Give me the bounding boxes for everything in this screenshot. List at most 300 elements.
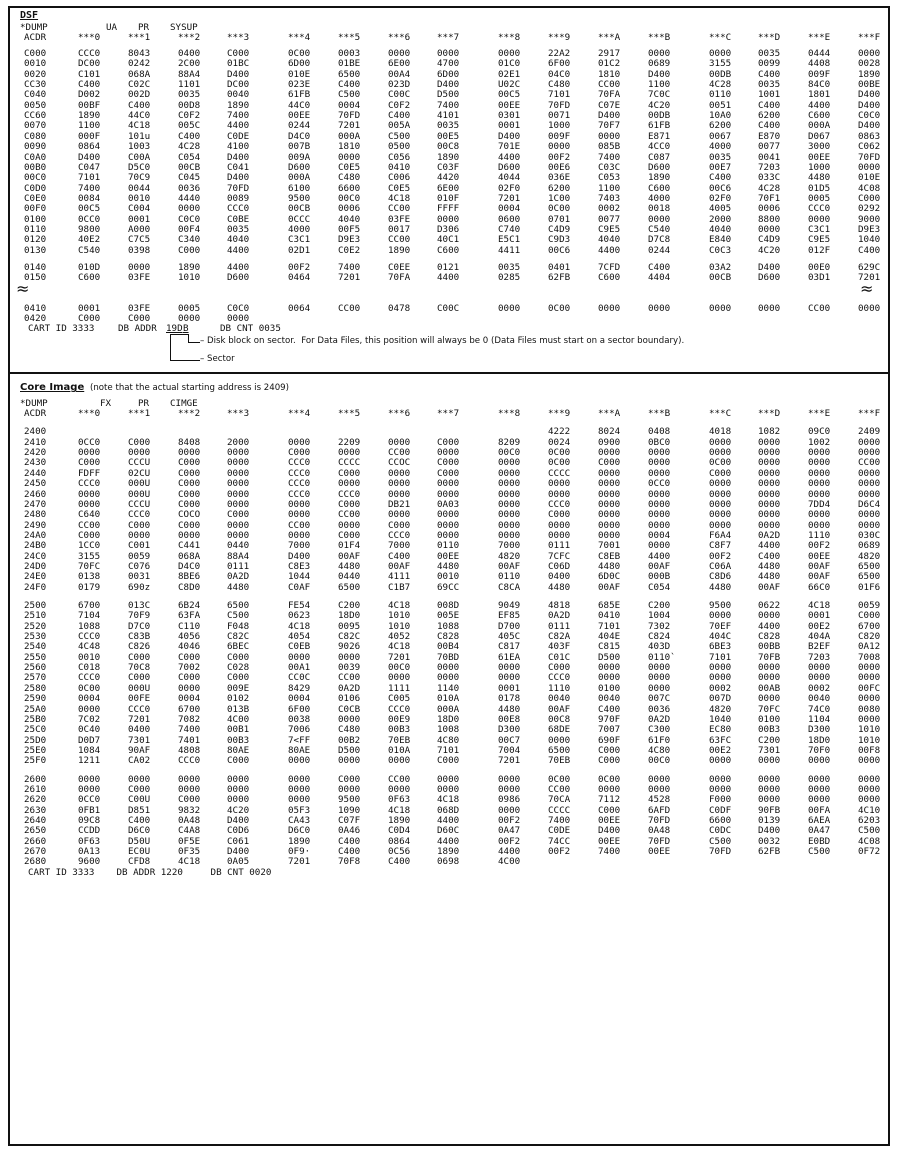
hex-cell: 7000 (288, 540, 311, 552)
hex-cell: 0000 (78, 447, 101, 459)
row-address: 2540 (24, 641, 47, 653)
hex-cell: C200 (648, 600, 671, 611)
hex-cell: 4400 (758, 540, 781, 552)
hex-cell: C000 (598, 457, 621, 469)
hex-cell: 7400 (78, 182, 101, 194)
hex-cell: 18D0 (808, 734, 831, 746)
hex-cell: 0FB1 (78, 804, 101, 816)
hex-cell: 1110 (548, 682, 571, 694)
hex-cell: CCCC (548, 467, 571, 479)
hex-cell: 7201 (338, 272, 361, 284)
hex-cell: 4820 (709, 703, 732, 715)
hex-cell: 068A (128, 68, 151, 80)
row-address: 0110 (24, 223, 47, 235)
hex-cell: 690z (128, 581, 151, 593)
hex-cell: 0110 (498, 571, 521, 583)
hex-cell: 0600 (498, 213, 521, 225)
hex-cell: 0000 (227, 773, 250, 785)
hex-cell: 0A2D (338, 682, 361, 694)
hex-cell: 00CB (288, 203, 311, 215)
hex-cell: 0398 (128, 244, 151, 256)
hex-cell: 00B3 (227, 734, 250, 746)
hex-cell: 0000 (858, 48, 881, 59)
hex-cell: 0410 (388, 161, 411, 173)
hex-cell: 90FB (758, 804, 781, 816)
core-column-header: ***F (858, 408, 881, 420)
hex-cell: 4054 (288, 631, 311, 643)
hex-cell: 0000 (808, 773, 831, 785)
row-address: 0070 (24, 120, 47, 132)
hex-cell: CCC0 (128, 703, 151, 715)
hex-cell: 0000 (598, 519, 621, 531)
hex-cell: 0000 (388, 509, 411, 521)
hex-cell: 8043 (128, 48, 151, 59)
hex-cell: 0000 (288, 773, 311, 785)
hex-cell: 000A (808, 120, 831, 132)
hex-cell: 03FE (128, 302, 151, 314)
hex-cell: D400 (498, 130, 521, 142)
hex-cell: 0900 (598, 436, 621, 448)
hex-cell: 0000 (128, 447, 151, 459)
hex-cell: 4400 (808, 99, 831, 111)
hex-cell: C8CA (498, 581, 521, 593)
hex-cell: 8024 (598, 426, 621, 438)
hex-cell: C640 (78, 509, 101, 521)
hex-cell: 0000 (548, 734, 571, 746)
hex-cell: 00E2 (808, 620, 831, 632)
hex-cell: 7400 (437, 99, 460, 111)
hex-cell: C000 (437, 436, 460, 448)
row-address: 2670 (24, 846, 47, 858)
dsf-header1-label: *DUMP (20, 22, 48, 33)
row-address: 2680 (24, 856, 47, 868)
hex-cell: 7403 (598, 192, 621, 204)
hex-cell: 7201 (498, 192, 521, 204)
core-column-header: ACDR (24, 408, 47, 420)
hex-cell: 1890 (178, 262, 201, 273)
hex-cell: 7112 (598, 794, 621, 806)
hex-cell: 1100 (78, 120, 101, 132)
hex-cell: 70C9 (128, 172, 151, 184)
hex-cell: 000U (128, 478, 151, 490)
hex-cell: 7C02 (78, 713, 101, 725)
hex-cell: 0000 (598, 478, 621, 490)
hex-cell: 70FD (338, 110, 361, 122)
hex-cell: 010E (858, 172, 881, 184)
row-address: 2550 (24, 651, 47, 663)
hex-cell: C400 (758, 99, 781, 111)
hex-cell: 0C00 (548, 302, 571, 314)
hex-cell: 00BB (758, 641, 781, 653)
row-address: 0420 (24, 313, 47, 325)
hex-cell: 0000 (758, 672, 781, 684)
hex-cell: 4C10 (858, 804, 881, 816)
row-address: 2510 (24, 610, 47, 622)
hex-cell: C9D3 (548, 234, 571, 246)
hex-cell: D400 (758, 825, 781, 837)
hex-cell: C4D9 (758, 234, 781, 246)
hex-cell: 70C8 (128, 662, 151, 674)
hex-cell: 0500 (388, 141, 411, 153)
hex-cell: 62FB (758, 846, 781, 858)
hex-cell: 000F (78, 130, 101, 142)
hex-cell: DC00 (78, 58, 101, 70)
hex-cell: 9500 (338, 794, 361, 806)
hex-cell: 00CB (178, 161, 201, 173)
hex-cell: 1008 (437, 724, 460, 736)
hex-cell: C815 (598, 641, 621, 653)
row-address: 2410 (24, 436, 47, 448)
hex-cell: CC00 (388, 234, 411, 246)
core-column-header: ***8 (498, 408, 521, 420)
hex-cell: 4C00 (498, 856, 521, 868)
hex-cell: 70FA (598, 89, 621, 101)
hex-cell: 0000 (548, 519, 571, 531)
hex-cell: 009E (227, 682, 250, 694)
hex-cell: C000 (338, 498, 361, 510)
hex-cell: 6D00 (437, 68, 460, 80)
hex-cell: EC80 (709, 724, 732, 736)
hex-cell: 1000 (548, 120, 571, 132)
hex-cell: CCC0 (288, 467, 311, 479)
hex-cell: 0000 (288, 498, 311, 510)
hex-cell: 0000 (437, 488, 460, 500)
hex-cell: 0CC0 (78, 213, 101, 225)
row-address: 25E0 (24, 744, 47, 756)
hex-cell: 4C80 (648, 744, 671, 756)
hex-cell: C480 (338, 172, 361, 184)
hex-cell: C600 (437, 244, 460, 256)
hex-cell: 00F4 (178, 223, 201, 235)
hex-cell: C8E3 (288, 560, 311, 572)
dsf-column-header: ***2 (178, 32, 201, 43)
hex-cell: E871 (648, 130, 671, 142)
hex-cell: 00E0 (808, 262, 831, 273)
hex-cell: 4C18 (288, 620, 311, 632)
hex-cell: D851 (128, 804, 151, 816)
hex-cell: 7C0C (648, 89, 671, 101)
hex-cell: 0036 (178, 182, 201, 194)
hex-cell: 0000 (178, 313, 201, 325)
row-address: 2420 (24, 447, 47, 459)
hex-cell: C000 (598, 804, 621, 816)
hex-cell: CCCU (128, 498, 151, 510)
hex-cell: C000 (178, 519, 201, 531)
row-address: 0020 (24, 68, 47, 80)
hex-cell: C101 (78, 68, 101, 80)
hex-cell: 61F0 (648, 734, 671, 746)
hex-cell: C06A (709, 560, 732, 572)
hex-cell: 0110` (648, 651, 676, 663)
hex-cell: 0000 (437, 519, 460, 531)
hex-cell: 7101 (709, 651, 732, 663)
hex-cell: 1890 (858, 68, 881, 80)
hex-cell: C000 (858, 610, 881, 622)
hex-cell: 6E00 (388, 58, 411, 70)
row-address: 2450 (24, 478, 47, 490)
hex-cell: CC00 (808, 302, 831, 314)
hex-cell: C02C (128, 79, 151, 91)
hex-cell: 0040 (227, 89, 250, 101)
hex-cell: D9E3 (338, 234, 361, 246)
hex-cell: 0000 (288, 651, 311, 663)
hex-cell: 62FB (548, 272, 571, 284)
hex-cell: 0000 (78, 498, 101, 510)
hex-cell: 0000 (227, 457, 250, 469)
hex-cell: 0059 (858, 600, 881, 611)
hex-cell: C300 (648, 724, 671, 736)
hex-cell: 0CC0 (648, 478, 671, 490)
hex-cell: 0000 (388, 672, 411, 684)
hex-cell: 4C00 (227, 713, 250, 725)
hex-cell: 00C0 (498, 447, 521, 459)
hex-cell: 70FD (648, 835, 671, 847)
hex-cell: 00EE (498, 99, 521, 111)
hex-cell: 0000 (808, 478, 831, 490)
hex-cell: 0000 (709, 519, 732, 531)
hex-cell: 00FA (808, 804, 831, 816)
hex-cell: 7201 (388, 651, 411, 663)
hex-cell: 7400 (178, 724, 201, 736)
hex-cell: 0F63 (78, 835, 101, 847)
hex-cell: C000 (709, 467, 732, 479)
hex-cell: 0000 (498, 509, 521, 521)
hex-cell: 0040 (808, 693, 831, 705)
hex-cell: 0000 (598, 447, 621, 459)
hex-cell: C0C3 (709, 244, 732, 256)
hex-cell: 6700 (178, 703, 201, 715)
hex-cell: C000 (598, 755, 621, 767)
hex-cell: 0100 (758, 713, 781, 725)
hex-cell: 4000 (648, 192, 671, 204)
hex-cell: 0000 (598, 783, 621, 795)
hex-cell: 61FB (648, 120, 671, 132)
hex-cell: 01BE (338, 58, 361, 70)
hex-cell: C053 (598, 172, 621, 184)
hex-cell: 0000 (808, 213, 831, 225)
hex-cell: C000 (178, 244, 201, 256)
hex-cell: CC00 (338, 672, 361, 684)
hex-cell: 6D0C (598, 571, 621, 583)
hex-cell: C000 (548, 509, 571, 521)
hex-cell: 4420 (437, 172, 460, 184)
hex-cell: 0000 (858, 783, 881, 795)
hex-cell: 4480 (598, 560, 621, 572)
hex-cell: 0084 (78, 192, 101, 204)
hex-cell: 0000 (648, 682, 671, 694)
hex-cell: 0000 (78, 773, 101, 785)
hex-cell: 0408 (648, 426, 671, 438)
hex-cell: 4000 (709, 141, 732, 153)
hex-cell: 0000 (709, 509, 732, 521)
row-address: 2470 (24, 498, 47, 510)
hex-cell: 4820 (498, 550, 521, 562)
hex-cell: 0A48 (648, 825, 671, 837)
hex-cell: 2000 (227, 436, 250, 448)
hex-cell: 0000 (858, 755, 881, 767)
hex-cell: C600 (648, 182, 671, 194)
hex-cell: D600 (648, 161, 671, 173)
hex-cell: 0000 (227, 519, 250, 531)
hex-cell: 4100 (227, 141, 250, 153)
hex-cell: DB21 (388, 498, 411, 510)
hex-cell: C03F (437, 161, 460, 173)
hex-cell: D400 (227, 846, 250, 858)
db-addr-label: DB ADDR (118, 323, 157, 335)
hex-cell: 0292 (858, 203, 881, 215)
hex-cell: 7004 (498, 744, 521, 756)
hex-cell: 0000 (388, 783, 411, 795)
hex-cell: 7101 (598, 620, 621, 632)
hex-cell: 0035 (758, 79, 781, 91)
hex-cell: C061 (227, 835, 250, 847)
hex-cell: 0244 (648, 244, 671, 256)
dsf-column-header: ***1 (128, 32, 151, 43)
hex-cell: D7C8 (648, 234, 671, 246)
hex-cell: 7<FF (288, 734, 311, 746)
hex-cell: 0000 (808, 755, 831, 767)
hex-cell: 4CC0 (648, 141, 671, 153)
hex-cell: 00C0 (648, 755, 671, 767)
hex-cell: 8209 (498, 436, 521, 448)
hex-cell: 0863 (858, 130, 881, 142)
row-address: 25A0 (24, 703, 47, 715)
hex-cell: 0000 (178, 203, 201, 215)
hex-cell: 9832 (178, 804, 201, 816)
hex-cell: 0000 (858, 478, 881, 490)
hex-cell: 0000 (858, 436, 881, 448)
hex-cell: 00AF (648, 560, 671, 572)
hex-cell: D700 (498, 620, 521, 632)
hex-cell: 0000 (338, 478, 361, 490)
hex-cell: 6BEC (227, 641, 250, 653)
hex-cell: 00C8 (437, 141, 460, 153)
hex-cell: 0000 (758, 447, 781, 459)
hex-cell: 0102 (227, 693, 250, 705)
hex-cell: C8EB (598, 550, 621, 562)
hex-cell: C8D0 (178, 581, 201, 593)
hex-cell: 4411 (498, 244, 521, 256)
row-address: 2500 (24, 600, 47, 611)
hex-cell: 0000 (288, 755, 311, 767)
hex-cell: 00EE (648, 846, 671, 858)
hex-cell: 002D (128, 89, 151, 101)
hex-cell: D400 (648, 68, 671, 80)
hex-cell: CCC0 (288, 488, 311, 500)
annotation-leader (170, 334, 171, 360)
hex-cell: 7301 (758, 744, 781, 756)
hex-cell: 0001 (808, 610, 831, 622)
hex-cell: C82A (548, 631, 571, 643)
hex-cell: 00F2 (548, 151, 571, 163)
hex-cell: 4040 (227, 234, 250, 246)
hex-cell: 0039 (338, 662, 361, 674)
hex-cell: 0000 (709, 302, 732, 314)
hex-cell: 0000 (498, 773, 521, 785)
hex-cell: 0006 (338, 203, 361, 215)
hex-cell: 1810 (598, 68, 621, 80)
hex-cell: 0178 (498, 693, 521, 705)
hex-cell: 1003 (128, 141, 151, 153)
hex-cell: 00F2 (498, 815, 521, 826)
hex-cell: 0005 (808, 192, 831, 204)
hex-cell: 4400 (227, 120, 250, 132)
hex-cell: 00DB (709, 68, 732, 80)
hex-cell: 70F8 (338, 856, 361, 868)
hex-cell: C005 (388, 693, 411, 705)
hex-cell: 068D (437, 804, 460, 816)
hex-cell: 00D8 (178, 99, 201, 111)
hex-cell: 0000 (288, 783, 311, 795)
hex-cell: C000 (338, 773, 361, 785)
hex-cell: 7006 (288, 724, 311, 736)
hex-cell: C01C (548, 651, 571, 663)
hex-cell: 0000 (598, 467, 621, 479)
hex-cell: 6AFD (648, 804, 671, 816)
core-image-title: Core Image (20, 382, 85, 394)
hex-cell: 01F6 (858, 581, 881, 593)
hex-cell: 0005 (178, 302, 201, 314)
hex-cell: C000 (128, 783, 151, 795)
hex-cell: 0004 (648, 529, 671, 541)
core-column-header: ***9 (548, 408, 571, 420)
hex-cell: C400 (128, 815, 151, 826)
dsf-header1-label: PR (138, 22, 150, 33)
hex-cell: D6C0 (128, 825, 151, 837)
hex-cell: 005C (178, 120, 201, 132)
hex-cell: 0000 (388, 478, 411, 490)
hex-cell: 0000 (437, 783, 460, 795)
hex-cell: 1110 (808, 529, 831, 541)
hex-cell: 00BE (858, 79, 881, 91)
hex-cell: 7400 (227, 110, 250, 122)
hex-cell: D400 (858, 89, 881, 101)
hex-cell: 0000 (498, 467, 521, 479)
cart-id: CART ID 3333 (28, 323, 95, 335)
hex-cell: 4C08 (858, 835, 881, 847)
hex-cell: 70F1 (758, 192, 781, 204)
hex-cell: 0035 (227, 223, 250, 235)
hex-cell: 0000 (498, 662, 521, 674)
core-column-header: ***3 (227, 408, 250, 420)
hex-cell: CCC0 (388, 703, 411, 715)
hex-cell: 05F3 (288, 804, 311, 816)
hex-cell: 0000 (437, 478, 460, 490)
hex-cell: B2EF (808, 641, 831, 653)
core-header1-label: PR (138, 398, 150, 410)
hex-cell: 0000 (388, 436, 411, 448)
hex-cell: CC00 (78, 519, 101, 531)
hex-cell: 6500 (227, 600, 250, 611)
hex-cell: 7400 (548, 815, 571, 826)
hex-cell: 0035 (437, 120, 460, 132)
hex-cell: 0000 (227, 478, 250, 490)
hex-cell: 085B (598, 141, 621, 153)
hex-cell: 4400 (498, 846, 521, 858)
hex-cell: 4C18 (388, 192, 411, 204)
hex-cell: C0D6 (227, 825, 250, 837)
hex-cell: 00C5 (78, 203, 101, 215)
hex-cell: 0000 (498, 457, 521, 469)
hex-cell: 4040 (598, 234, 621, 246)
hex-cell: 4480 (808, 172, 831, 184)
hex-cell: 0000 (178, 773, 201, 785)
hex-cell: D600 (498, 161, 521, 173)
hex-cell: 00AF (388, 560, 411, 572)
hex-cell: C000 (128, 672, 151, 684)
hex-cell: 9600 (78, 856, 101, 868)
hex-cell: 00F2 (808, 540, 831, 552)
